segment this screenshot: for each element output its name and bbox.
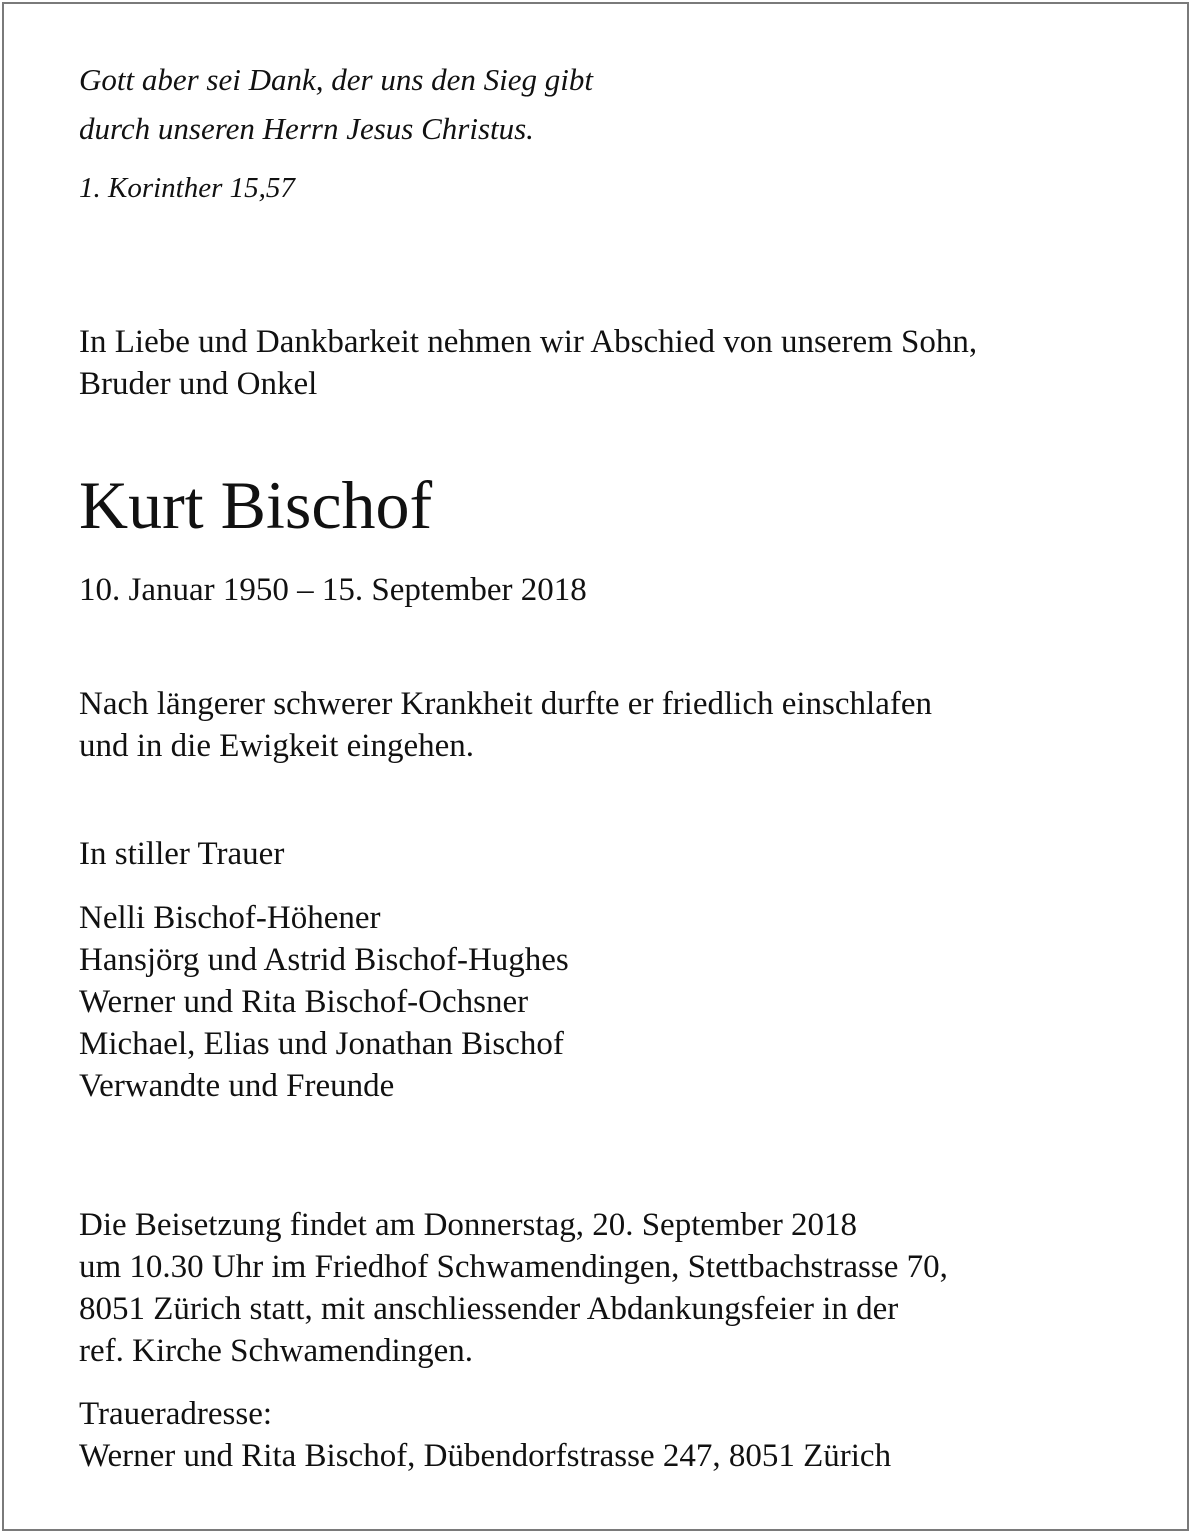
- intro-line-1: In Liebe und Dankbarkeit nehmen wir Abschied von unserem Sohn,: [79, 324, 978, 360]
- life-dates: 10. Januar 1950 – 15. September 2018: [79, 572, 587, 608]
- funeral-line-4: ref. Kirche Schwamendingen.: [79, 1333, 474, 1369]
- address-value: Werner und Rita Bischof, Dübendorfstrasse 247, 8051 Zürich: [79, 1438, 892, 1474]
- address-label: Traueradresse:: [79, 1396, 273, 1432]
- message-line-1: Nach längerer schwerer Krankheit durfte er friedlich einschlafen: [79, 686, 932, 722]
- bible-verse-line-2: durch unseren Herrn Jesus Christus.: [79, 111, 534, 146]
- bible-verse-reference: 1. Korinther 15,57: [79, 172, 295, 204]
- funeral-line-2: um 10.30 Uhr im Friedhof Schwamendingen, Stettbachstrasse 70,: [79, 1249, 948, 1285]
- mourner-name: Verwandte und Freunde: [79, 1068, 395, 1104]
- mourner-name: Nelli Bischof-Höhener: [79, 900, 381, 936]
- funeral-line-1: Die Beisetzung findet am Donnerstag, 20. September 2018: [79, 1207, 858, 1243]
- mourners-heading: In stiller Trauer: [79, 836, 285, 872]
- mourner-name: Werner und Rita Bischof-Ochsner: [79, 984, 529, 1020]
- message-line-2: und in die Ewigkeit eingehen.: [79, 728, 474, 764]
- funeral-line-3: 8051 Zürich statt, mit anschliessender Abdankungsfeier in der: [79, 1291, 899, 1327]
- mourner-name: Hansjörg und Astrid Bischof-Hughes: [79, 942, 569, 978]
- intro-line-2: Bruder und Onkel: [79, 366, 318, 402]
- bible-verse-line-1: Gott aber sei Dank, der uns den Sieg gibt: [79, 62, 594, 97]
- deceased-name: Kurt Bischof: [79, 467, 433, 543]
- mourner-name: Michael, Elias und Jonathan Bischof: [79, 1026, 564, 1062]
